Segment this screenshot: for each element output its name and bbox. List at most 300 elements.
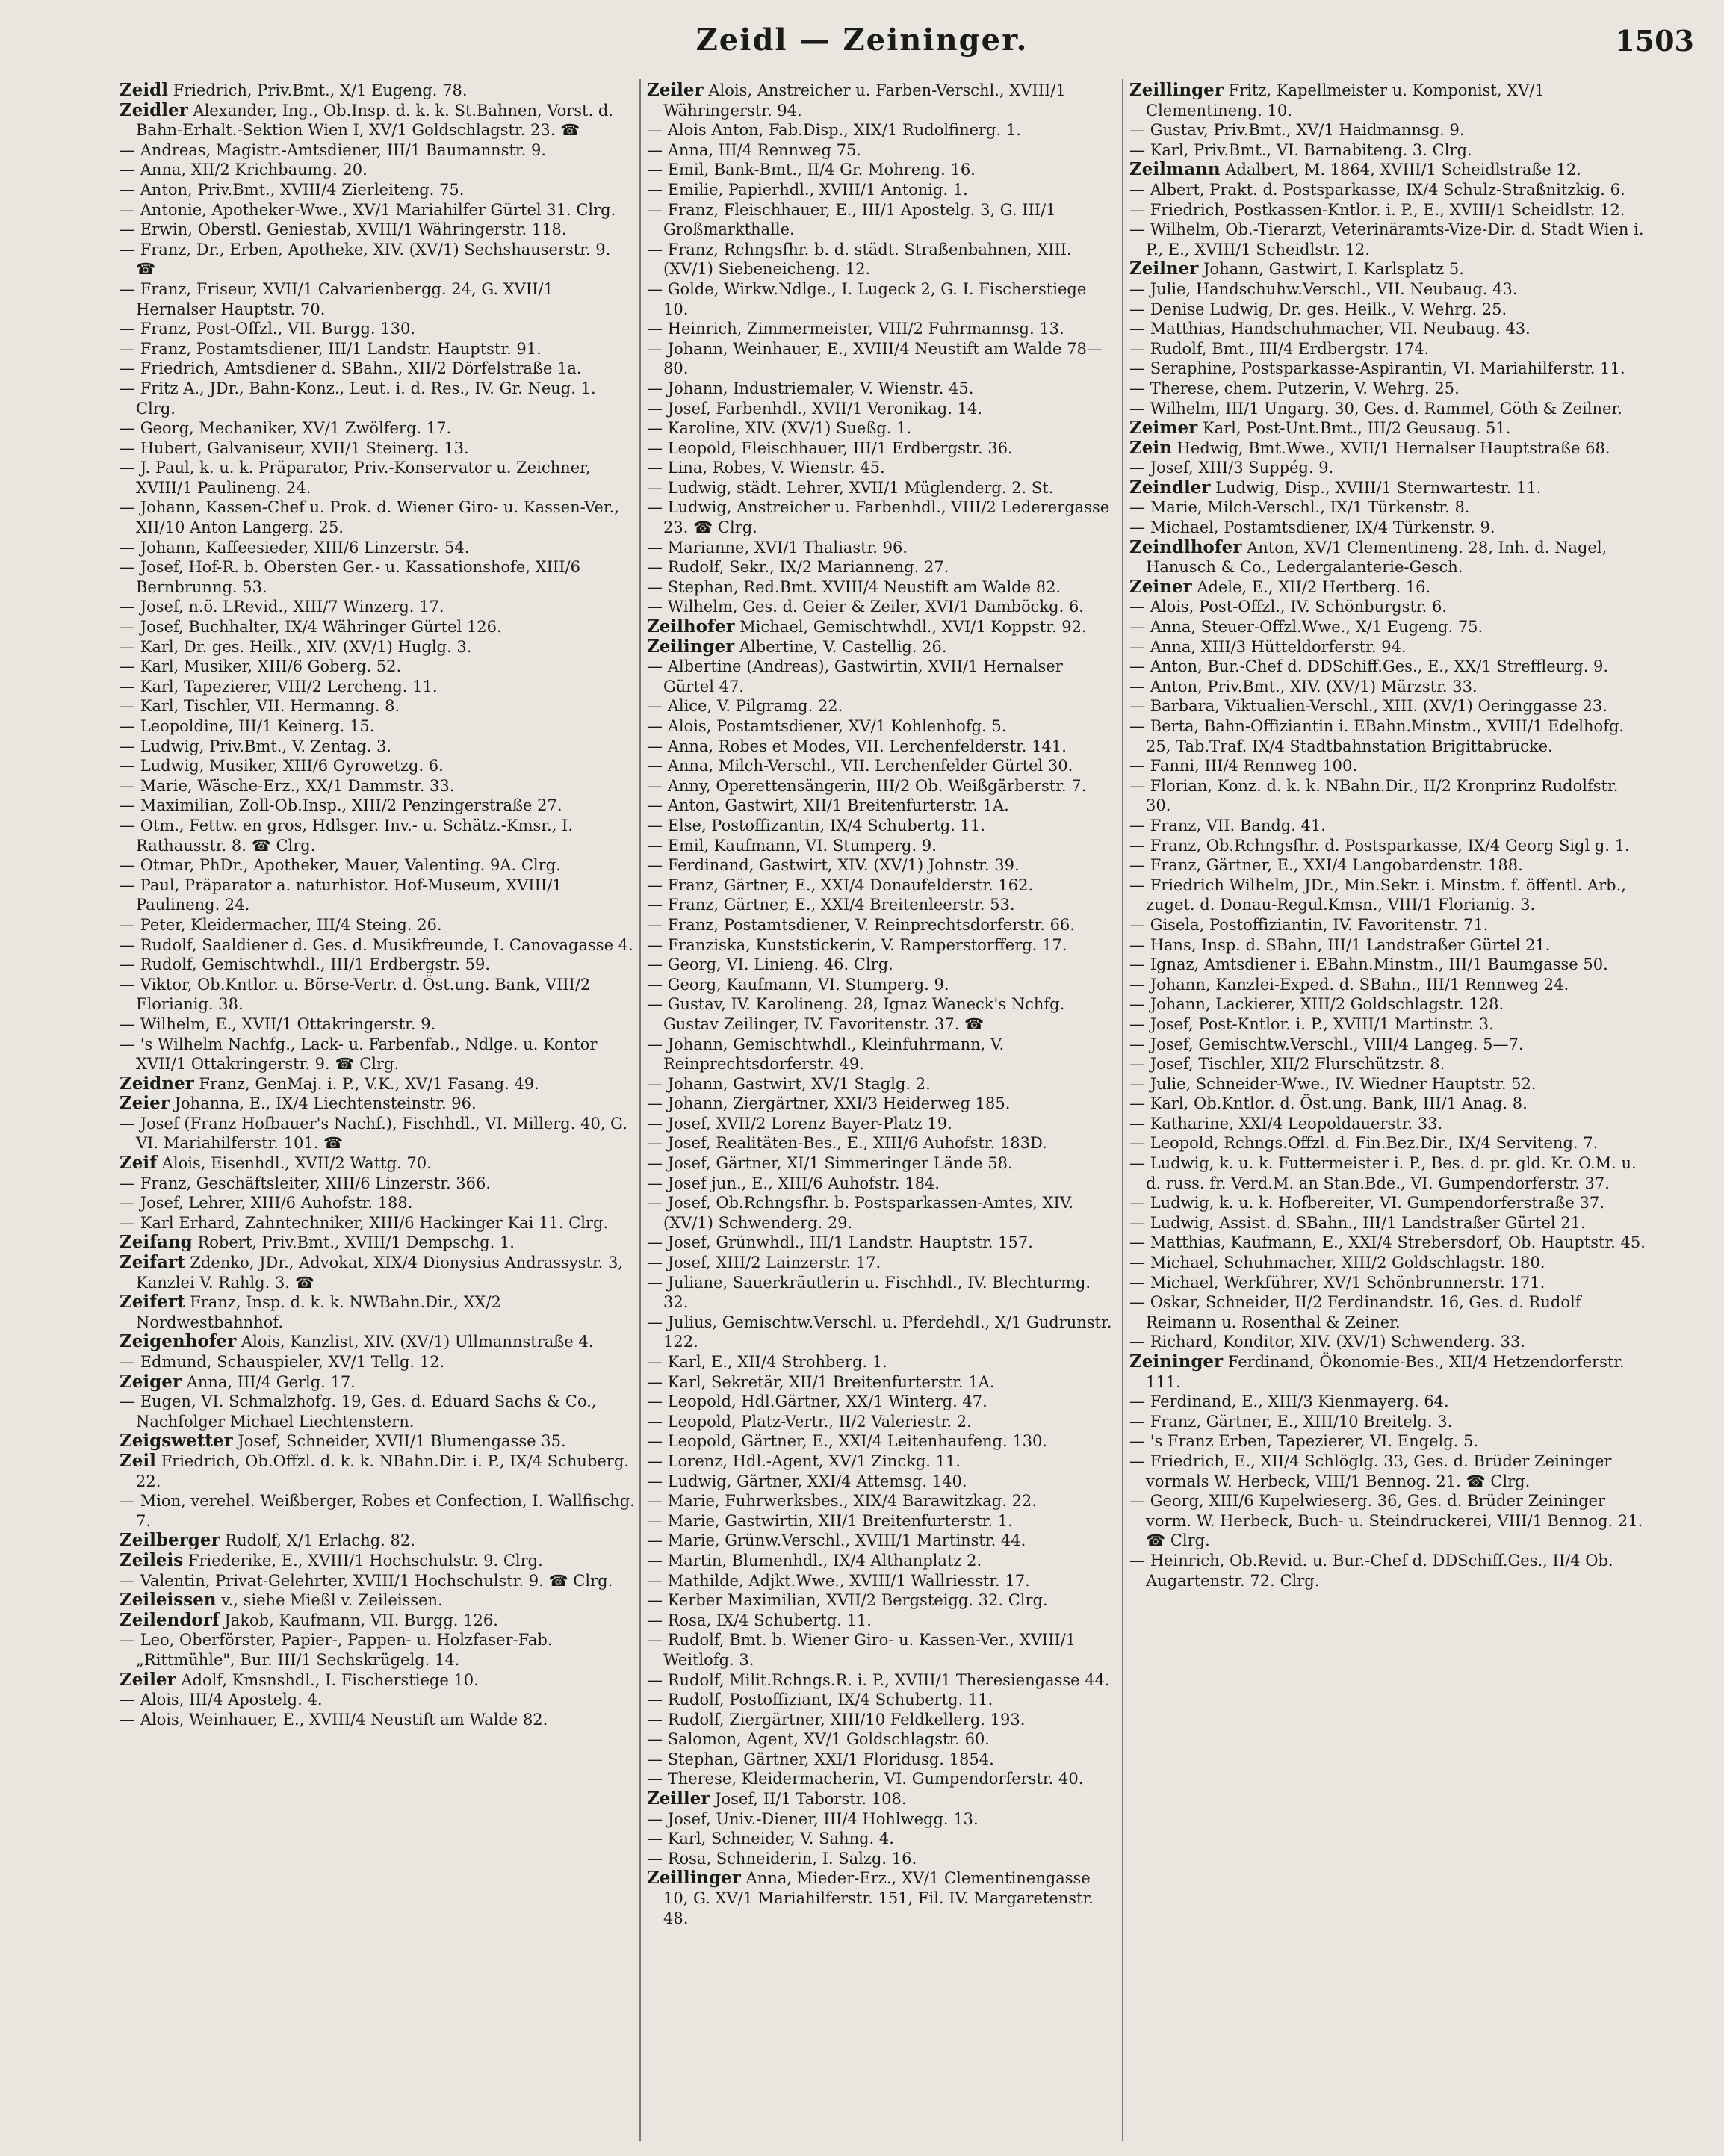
surname: Zeininger [1129, 1351, 1224, 1372]
entry-text: Ludwig, Assist. d. SBahn., III/1 Landstraßer Gürtel 21. [1150, 1213, 1586, 1232]
entry-text: Johann, Kaffeesieder, XIII/6 Linzerstr. 54. [140, 538, 470, 557]
directory-entry: — Julie, Schneider-Wwe., IV. Wiedner Hauptstr. 52. [1129, 1074, 1537, 1093]
surname: Zeillinger [647, 1868, 741, 1889]
directory-entry: — 's Franz Erben, Tapezierer, VI. Engelg. 5. [1129, 1432, 1479, 1451]
directory-entry: — Leopold, Rchngs.Offzl. d. Fin.Bez.Dir., IX/4 Serviteng. 7. [1129, 1134, 1599, 1153]
directory-entry: — Friedrich, E., XII/4 Schlöglg. 33, Ges. d. Brüder Zeininger vormals W. Herbeck, VIII/1 Bennog. 21. ☎ Clrg. [1129, 1452, 1612, 1490]
directory-entry: — Otm., Fettw. en gros, Hdlsger. Inv.- u. Schätz.-Kmsr., I. Rathausstr. 8. ☎ Clrg. [120, 816, 574, 855]
entry-text: Wilhelm, Ob.-Tierarzt, Veterinäramts-Vize-Dir. d. Stadt Wien i. P., E., XVIII/1 Scheidlstr. 12. [1146, 220, 1644, 258]
directory-entry: — Denise Ludwig, Dr. ges. Heilk., V. Wehrg. 25. [1129, 300, 1507, 318]
entry-text: Marie, Wäsche-Erz., XX/1 Dammstr. 33. [140, 776, 455, 795]
surname: Zeiler [120, 1669, 176, 1690]
entry-text: 's Wilhelm Nachfg., Lack- u. Farbenfab., Ndlge. u. Kontor XVII/1 Ottakringerstr. 9. ☎ Clrg. [136, 1035, 598, 1074]
directory-entry: — Johann, Kanzlei-Exped. d. SBahn., III/1 Rennweg 24. [1129, 975, 1569, 994]
column-1 [120, 81, 635, 1729]
entry-text: Albertine (Andreas), Gastwirtin, XVII/1 Hernalser Gürtel 47. [663, 657, 1063, 696]
directory-entry: — Rudolf, Bmt., III/4 Erdbergstr. 174. [1129, 339, 1430, 358]
entry-text: Josef jun., E., XIII/6 Auhofstr. 184. [667, 1174, 940, 1192]
directory-entry-surname [1129, 577, 1646, 598]
directory-entry: — Salomon, Agent, XV/1 Goldschlagstr. 60. [647, 1730, 990, 1749]
directory-entry-surname [120, 1590, 635, 1611]
directory-entry: — Marie, Gastwirtin, XII/1 Breitenfurterstr. 1. [647, 1511, 1013, 1530]
entry-text: 's Franz Erben, Tapezierer, VI. Engelg. 5. [1150, 1432, 1479, 1451]
surname: Zeifert [120, 1292, 185, 1313]
entry-text: Valentin, Privat-Gelehrter, XVIII/1 Hochschulstr. 9. ☎ Clrg. [140, 1571, 613, 1590]
entry-text: Rudolf, X/1 Erlachg. 82. [225, 1531, 415, 1550]
directory-entry: — Johann, Gastwirt, XV/1 Staglg. 2. [647, 1074, 931, 1093]
entry-text: Franziska, Kunststickerin, V. Ramperstorfferg. 17. [667, 935, 1067, 954]
entry-text: Lorenz, Hdl.-Agent, XV/1 Zinckg. 11. [667, 1452, 961, 1470]
entry-text: Anton, Priv.Bmt., XVIII/4 Zierleiteng. 75. [140, 180, 465, 199]
entry-text: Josef, Farbenhdl., XVII/1 Veronikag. 14. [667, 399, 982, 418]
directory-entry: — Johann, Ziergärtner, XXI/3 Heiderweg 185. [647, 1094, 1011, 1113]
entry-text: v., siehe Mießl v. Zeileissen. [221, 1591, 443, 1610]
entry-text: Josef, Tischler, XII/2 Flurschützstr. 8. [1150, 1055, 1445, 1074]
entry-text: Rudolf, Ziergärtner, XIII/10 Feldkellerg. 193. [667, 1710, 1026, 1729]
entry-text: Johann, Ziergärtner, XXI/3 Heiderweg 185. [667, 1094, 1011, 1113]
directory-entry-surname [647, 1789, 1116, 1809]
directory-entry: — Ferdinand, E., XIII/3 Kienmayerg. 64. [1129, 1393, 1449, 1411]
directory-entry: — Georg, Kaufmann, VI. Stumperg. 9. [647, 975, 949, 994]
directory-entry: — Ludwig, Assist. d. SBahn., III/1 Landstraßer Gürtel 21. [1129, 1213, 1586, 1232]
directory-entry-surname [120, 1074, 635, 1094]
entry-text: Josef, Buchhalter, IX/4 Währinger Gürtel 126. [140, 618, 502, 636]
directory-entry: — Anna, XIII/3 Hütteldorferstr. 94. [1129, 637, 1407, 656]
entry-text: Seraphine, Postsparkasse-Aspirantin, VI. Mariahilferstr. 11. [1150, 359, 1625, 378]
surname: Zeidl [120, 80, 168, 100]
entry-text: Alois, Eisenhdl., XVII/2 Wattg. 70. [161, 1154, 432, 1173]
directory-entry: — Alice, V. Pilgramg. 22. [647, 697, 843, 716]
surname: Zeier [120, 1093, 170, 1114]
entry-text: Johanna, E., IX/4 Liechtensteinstr. 96. [174, 1094, 477, 1113]
directory-entry: — Otmar, PhDr., Apotheker, Mauer, Valenting. 9A. Clrg. [120, 856, 561, 875]
directory-entry: — Josef, XVII/2 Lorenz Bayer-Platz 19. [647, 1114, 952, 1133]
entry-text: Georg, VI. Linieng. 46. Clrg. [667, 955, 893, 974]
directory-entry: — Alois, III/4 Apostelg. 4. [120, 1691, 323, 1709]
directory-entry: — Stephan, Gärtner, XXI/1 Floridusg. 1854. [647, 1750, 994, 1768]
directory-entry: — Julie, Handschuhw.Verschl., VII. Neubaug. 43. [1129, 279, 1518, 298]
directory-entry-surname [120, 1292, 635, 1332]
surname: Zeindlhofer [1129, 536, 1242, 557]
surname: Zeigswetter [120, 1431, 233, 1452]
entry-text: Emil, Bank-Bmt., II/4 Gr. Mohreng. 16. [667, 161, 976, 179]
directory-entry: — Leopold, Fleischhauer, III/1 Erdbergstr. 36. [647, 439, 1013, 457]
entry-text: Fritz, Kapellmeister u. Komponist, XV/1 Clementineng. 10. [1146, 81, 1545, 120]
entry-text: Adolf, Kmsnshdl., I. Fischerstiege 10. [181, 1670, 479, 1689]
entry-text: Johann, Weinhauer, E., XVIII/4 Neustift am Walde 78—80. [663, 339, 1103, 378]
directory-entry: — Rudolf, Sekr., IX/2 Marianneng. 27. [647, 558, 949, 577]
entry-text: Michael, Schuhmacher, XIII/2 Goldschlagstr. 180. [1150, 1254, 1545, 1272]
directory-entry: — Antonie, Apotheker-Wwe., XV/1 Mariahilfer Gürtel 31. Clrg. [120, 200, 616, 219]
directory-entry: — Viktor, Ob.Kntlor. u. Börse-Vertr. d. Öst.ung. Bank, VIII/2 Florianig. 38. [120, 975, 591, 1014]
entry-text: Zdenko, JDr., Advokat, XIX/4 Dionysius Andrassystr. 3, Kanzlei V. Rahlg. 3. ☎ [136, 1254, 624, 1292]
directory-entry: — Matthias, Kaufmann, E., XXI/4 Strebersdorf, Ob. Hauptstr. 45. [1129, 1233, 1646, 1252]
surname: Zeilner [1129, 258, 1199, 279]
entry-text: Ludwig, Musiker, XIII/6 Gyrowetzg. 6. [140, 757, 444, 775]
entry-text: Anna, Robes et Modes, VII. Lerchenfelderstr. 141. [667, 737, 1067, 755]
directory-entry: — Rudolf, Bmt. b. Wiener Giro- u. Kassen-Ver., XVIII/1 Weitlofg. 3. [647, 1631, 1076, 1669]
directory-entry: — 's Wilhelm Nachfg., Lack- u. Farbenfab., Ndlge. u. Kontor XVII/1 Ottakringerstr. 9. ☎ Clrg. [120, 1035, 598, 1074]
directory-entry: — Rudolf, Ziergärtner, XIII/10 Feldkellerg. 193. [647, 1710, 1026, 1729]
entry-text: Rosa, Schneiderin, I. Salzg. 16. [667, 1849, 917, 1868]
directory-entry: — Karl, Dr. ges. Heilk., XIV. (XV/1) Huglg. 3. [120, 637, 472, 656]
entry-text: Antonie, Apotheker-Wwe., XV/1 Mariahilfer Gürtel 31. Clrg. [140, 200, 616, 219]
entry-text: Karl, Post-Unt.Bmt., III/2 Geusaug. 51. [1202, 419, 1511, 438]
entry-text: Anna, Steuer-Offzl.Wwe., X/1 Eugeng. 75. [1150, 618, 1483, 636]
entry-text: Otm., Fettw. en gros, Hdlsger. Inv.- u. Schätz.-Kmsr., I. Rathausstr. 8. ☎ Clrg. [136, 816, 574, 855]
directory-entry-surname [1129, 81, 1646, 120]
directory-entry: — Maximilian, Zoll-Ob.Insp., XIII/2 Penzingerstraße 27. [120, 796, 562, 815]
directory-entry: — Albert, Prakt. d. Postsparkasse, IX/4 Schulz-Straßnitzkig. 6. [1129, 180, 1625, 199]
directory-entry: — Erwin, Oberstl. Geniestab, XVIII/1 Währingerstr. 118. [120, 220, 567, 239]
entry-text: Ignaz, Amtsdiener i. EBahn.Minstm., III/1 Baumgasse 50. [1150, 955, 1608, 974]
entry-text: Franz, Fleischhauer, E., III/1 Apostelg. 3, G. III/1 Großmarkthalle. [663, 200, 1056, 239]
entry-text: Josef (Franz Hofbauer's Nachf.), Fischhdl., VI. Millerg. 40, G. VI. Mariahilferstr. 101. ☎ [136, 1114, 627, 1153]
directory-entry: — Leopold, Hdl.Gärtner, XX/1 Winterg. 47. [647, 1393, 987, 1411]
surname: Zeileissen [120, 1590, 217, 1611]
entry-text: Albertine, V. Castellig. 26. [739, 637, 947, 656]
page-number: 1503 [1615, 24, 1694, 58]
entry-text: Karl, Musiker, XIII/6 Goberg. 52. [140, 657, 402, 676]
directory-entry: — Else, Postoffizantin, IX/4 Schubertg. 11. [647, 816, 985, 834]
entry-text: Karl, Priv.Bmt., VI. Barnabiteng. 3. Clrg. [1150, 140, 1472, 159]
entry-text: Anna, XIII/3 Hütteldorferstr. 94. [1150, 637, 1407, 656]
directory-entry: — Julius, Gemischtw.Verschl. u. Pferdehdl., X/1 Gudrunstr. 122. [647, 1313, 1112, 1351]
surname: Zeil [120, 1450, 156, 1471]
directory-entry: — J. Paul, k. u. k. Präparator, Priv.-Konservator u. Zeichner, XVIII/1 Paulineng. 24. [120, 459, 591, 497]
entry-text: Florian, Konz. d. k. k. NBahn.Dir., II/2 Kronprinz Rudolfstr. 30. [1146, 776, 1619, 815]
directory-entry: — Alois, Postamtsdiener, XV/1 Kohlenhofg. 5. [647, 717, 1007, 735]
directory-entry: — Golde, Wirkw.Ndlge., I. Lugeck 2, G. I. Fischerstiege 10. [647, 279, 1087, 318]
directory-entry: — Anton, Bur.-Chef d. DDSchiff.Ges., E., XX/1 Streffleurg. 9. [1129, 657, 1609, 676]
directory-entry-surname [647, 637, 1116, 657]
directory-entry: — Josef jun., E., XIII/6 Auhofstr. 184. [647, 1174, 940, 1192]
directory-entry: — Johann, Kassen-Chef u. Prok. d. Wiener Giro- u. Kassen-Ver., XII/10 Anton Langerg. 25. [120, 498, 619, 537]
directory-entry: — Alois, Weinhauer, E., XVIII/4 Neustift am Walde 82. [120, 1710, 548, 1729]
entry-text: Alois, Kanzlist, XIV. (XV/1) Ullmannstraße 4. [241, 1333, 594, 1351]
entry-text: Franz, Postamtsdiener, III/1 Landstr. Hauptstr. 91. [140, 339, 542, 358]
entry-text: Anna, III/4 Gerlg. 17. [186, 1372, 356, 1391]
directory-entry: — Fritz A., JDr., Bahn-Konz., Leut. i. d. Res., IV. Gr. Neug. 1. Clrg. [120, 379, 596, 418]
directory-entry: — Josef, Farbenhdl., XVII/1 Veronikag. 14. [647, 399, 982, 418]
surname: Zeilhofer [647, 616, 735, 637]
entry-text: Ludwig, Disp., XVIII/1 Sternwartestr. 11. [1215, 478, 1542, 497]
entry-text: Leopold, Rchngs.Offzl. d. Fin.Bez.Dir., IX/4 Serviteng. 7. [1150, 1134, 1599, 1153]
entry-text: Karl, Tischler, VII. Hermanng. 8. [140, 697, 400, 716]
entry-text: Franz, Gärtner, E., XXI/4 Breitenleerstr. 53. [667, 896, 1015, 914]
entry-text: Franz, Ob.Rchngsfhr. d. Postsparkasse, IX/4 Georg Sigl g. 1. [1150, 836, 1630, 855]
directory-entry: — Anton, Priv.Bmt., XVIII/4 Zierleiteng. 75. [120, 180, 465, 199]
directory-entry-surname [1129, 439, 1646, 459]
directory-entry-surname [120, 81, 635, 101]
entry-text: Friedrich, Amtsdiener d. SBahn., XII/2 Dörfelstraße 1a. [140, 359, 582, 378]
directory-entry: — Leopoldine, III/1 Keinerg. 15. [120, 717, 375, 735]
entry-text: Hubert, Galvaniseur, XVII/1 Steinerg. 13. [140, 439, 469, 457]
directory-entry: — Franz, VII. Bandg. 41. [1129, 816, 1326, 834]
directory-entry: — Alois, Post-Offzl., IV. Schönburgstr. 6. [1129, 598, 1447, 616]
directory-entry: — Kerber Maximilian, XVII/2 Bergsteigg. 32. Clrg. [647, 1591, 1048, 1610]
entry-text: Alois, Weinhauer, E., XVIII/4 Neustift am Walde 82. [140, 1710, 548, 1729]
directory-entry: — Michael, Postamtsdiener, IX/4 Türkenstr. 9. [1129, 518, 1495, 537]
directory-entry: — Anna, Robes et Modes, VII. Lerchenfelderstr. 141. [647, 737, 1067, 755]
entry-text: Salomon, Agent, XV/1 Goldschlagstr. 60. [667, 1730, 990, 1749]
entry-text: Michael, Werkführer, XV/1 Schönbrunnerstr. 171. [1150, 1273, 1545, 1292]
entry-text: Anton, Priv.Bmt., XIV. (XV/1) Märzstr. 33. [1150, 677, 1478, 696]
directory-entry: — Karl, Schneider, V. Sahng. 4. [647, 1830, 894, 1848]
entry-text: Josef, Realitäten-Bes., E., XIII/6 Auhofstr. 183D. [667, 1134, 1047, 1153]
entry-text: Karl Erhard, Zahntechniker, XIII/6 Hackinger Kai 11. Clrg. [140, 1213, 609, 1232]
entry-text: Julie, Schneider-Wwe., IV. Wiedner Hauptstr. 52. [1150, 1074, 1537, 1093]
entry-text: Franz, VII. Bandg. 41. [1150, 816, 1326, 834]
directory-entry: — Marie, Fuhrwerksbes., XIX/4 Barawitzkag. 22. [647, 1492, 1037, 1511]
entry-text: Alexander, Ing., Ob.Insp. d. k. k. St.Bahnen, Vorst. d. Bahn-Erhalt.-Sektion Wien I, XV/1 Goldschlagstr. 23. ☎ [136, 101, 613, 140]
directory-entry: — Franz, Geschäftsleiter, XIII/6 Linzerstr. 366. [120, 1174, 492, 1192]
directory-entry: — Franz, Postamtsdiener, V. Reinprechtsdorferstr. 66. [647, 915, 1075, 934]
entry-text: Josef, XVII/2 Lorenz Bayer-Platz 19. [667, 1114, 952, 1133]
entry-text: Johann, Gastwirt, XV/1 Staglg. 2. [667, 1074, 931, 1093]
directory-entry: — Franz, Fleischhauer, E., III/1 Apostelg. 3, G. III/1 Großmarkthalle. [647, 200, 1056, 239]
entry-text: Adalbert, M. 1864, XVIII/1 Scheidlstraße 12. [1225, 161, 1581, 179]
directory-entry: — Franz, Gärtner, E., XXI/4 Langobardenstr. 188. [1129, 856, 1523, 875]
surname: Zeidler [120, 99, 188, 120]
entry-text: Michael, Gemischtwhdl., XVI/1 Koppstr. 92. [739, 618, 1087, 636]
entry-text: Marie, Grünw.Verschl., XVIII/1 Martinstr. 44. [667, 1531, 1026, 1550]
directory-entry: — Josef, Realitäten-Bes., E., XIII/6 Auhofstr. 183D. [647, 1134, 1047, 1153]
entry-text: Gustav, IV. Karolineng. 28, Ignaz Waneck's Nchfg. Gustav Zeilinger, IV. Favoritenstr. 37. ☎ [663, 995, 1065, 1033]
directory-entry: — Emil, Bank-Bmt., II/4 Gr. Mohreng. 16. [647, 161, 976, 179]
directory-entry: — Emil, Kaufmann, VI. Stumperg. 9. [647, 836, 937, 855]
column-3 [1129, 81, 1646, 1590]
directory-entry: — Karl, Priv.Bmt., VI. Barnabiteng. 3. Clrg. [1129, 140, 1472, 159]
entry-text: Marie, Milch-Verschl., IX/1 Türkenstr. 8. [1150, 498, 1470, 517]
entry-text: Josef, II/1 Taborstr. 108. [715, 1790, 907, 1809]
directory-entry-surname [120, 1551, 635, 1571]
directory-entry: — Ludwig, städt. Lehrer, XVII/1 Müglenderg. 2. St. [647, 478, 1054, 497]
directory-entry: — Stephan, Red.Bmt. XVIII/4 Neustift am Walde 82. [647, 577, 1061, 596]
directory-entry: — Martin, Blumenhdl., IX/4 Althanplatz 2. [647, 1551, 982, 1570]
entry-text: Anton, XV/1 Clementineng. 28, Inh. d. Nagel, Hanusch & Co., Ledergalanterie-Gesch. [1146, 538, 1607, 577]
entry-text: Josef, Gärtner, XI/1 Simmeringer Lände 58. [667, 1154, 1013, 1173]
entry-text: Ludwig, Gärtner, XXI/4 Attemsg. 140. [667, 1472, 967, 1490]
directory-entry: — Rosa, Schneiderin, I. Salzg. 16. [647, 1849, 917, 1868]
entry-text: Josef, Gemischtw.Verschl., VIII/4 Langeg. 5—7. [1150, 1035, 1524, 1053]
directory-entry: — Karl, Tapezierer, VIII/2 Lercheng. 11. [120, 677, 438, 696]
entry-text: Rudolf, Bmt., III/4 Erdbergstr. 174. [1150, 339, 1430, 358]
entry-text: Therese, chem. Putzerin, V. Wehrg. 25. [1150, 379, 1460, 397]
directory-entry: — Gustav, Priv.Bmt., XV/1 Haidmannsg. 9. [1129, 121, 1465, 140]
page-header [0, 16, 1724, 61]
entry-text: Friedrich, Ob.Offzl. d. k. k. NBahn.Dir. i. P., IX/4 Schuberg. 22. [136, 1452, 629, 1490]
directory-entry: — Barbara, Viktualien-Verschl., XIII. (XV/1) Oeringgasse 23. [1129, 697, 1607, 716]
entry-text: Johann, Gastwirt, I. Karlsplatz 5. [1203, 260, 1464, 279]
directory-entry: — Ludwig, Gärtner, XXI/4 Attemsg. 140. [647, 1472, 967, 1490]
directory-entry: — Josef, Buchhalter, IX/4 Währinger Gürtel 126. [120, 618, 502, 636]
entry-text: Johann, Kanzlei-Exped. d. SBahn., III/1 Rennweg 24. [1150, 975, 1569, 994]
directory-entry: — Johann, Industriemaler, V. Wienstr. 45. [647, 379, 974, 397]
entry-text: Franz, Insp. d. k. k. NWBahn.Dir., XX/2 Nordwestbahnhof. [136, 1293, 501, 1331]
directory-entry: — Anna, Steuer-Offzl.Wwe., X/1 Eugeng. 75. [1129, 618, 1483, 636]
entry-text: Ferdinand, Ökonomie-Bes., XII/4 Hetzendorferstr. 111. [1146, 1353, 1625, 1391]
directory-entry: — Mion, verehel. Weißberger, Robes et Confection, I. Wallfischg. 7. [120, 1492, 635, 1530]
entry-text: Friedrich, E., XII/4 Schlöglg. 33, Ges. d. Brüder Zeininger vormals W. Herbeck, VIII/1 Bennog. 21. ☎ Clrg. [1146, 1452, 1612, 1490]
entry-text: Albert, Prakt. d. Postsparkasse, IX/4 Schulz-Straßnitzkig. 6. [1150, 180, 1625, 199]
directory-entry: — Anton, Priv.Bmt., XIV. (XV/1) Märzstr. 33. [1129, 677, 1478, 696]
directory-entry-surname [1129, 418, 1646, 439]
entry-text: Alois, Post-Offzl., IV. Schönburgstr. 6. [1150, 598, 1447, 616]
entry-text: Mathilde, Adjkt.Wwe., XVIII/1 Wallriesstr. 17. [667, 1571, 1030, 1590]
directory-entry: — Wilhelm, III/1 Ungarg. 30, Ges. d. Rammel, Göth & Zeilner. [1129, 399, 1622, 418]
entry-text: Franz, GenMaj. i. P., V.K., XV/1 Fasang. 49. [199, 1074, 539, 1093]
surname: Zeigenhofer [120, 1331, 237, 1352]
directory-entry-surname [120, 1332, 635, 1352]
directory-entry: — Josef, Gärtner, XI/1 Simmeringer Lände 58. [647, 1154, 1013, 1173]
entry-text: Heinrich, Ob.Revid. u. Bur.-Chef d. DDSchiff.Ges., II/4 Ob. Augartenstr. 72. Clrg. [1146, 1551, 1613, 1590]
entry-text: Josef, Schneider, XVII/1 Blumengasse 35. [238, 1432, 566, 1451]
entry-text: Adele, E., XII/2 Hertberg. 16. [1197, 577, 1431, 596]
entry-text: Rudolf, Milit.Rchngs.R. i. P., XVIII/1 Theresiengasse 44. [667, 1670, 1110, 1689]
entry-text: Fanni, III/4 Rennweg 100. [1150, 757, 1358, 775]
directory-entry: — Marie, Wäsche-Erz., XX/1 Dammstr. 33. [120, 776, 455, 795]
entry-text: Karl, Sekretär, XII/1 Breitenfurterstr. 1A. [667, 1372, 995, 1391]
entry-text: Josef, n.ö. LRevid., XIII/7 Winzerg. 17. [140, 598, 444, 616]
entry-text: Franz, Gärtner, E., XIII/10 Breitelg. 3. [1150, 1412, 1453, 1431]
entry-text: Karl, Tapezierer, VIII/2 Lercheng. 11. [140, 677, 438, 696]
entry-text: Viktor, Ob.Kntlor. u. Börse-Vertr. d. Öst.ung. Bank, VIII/2 Florianig. 38. [136, 975, 591, 1014]
directory-entry: — Johann, Gemischtwhdl., Kleinfuhrmann, V. Reinprechtsdorferstr. 49. [647, 1035, 1005, 1074]
directory-entry-surname [1129, 160, 1646, 180]
surname: Zeilberger [120, 1530, 220, 1551]
surname: Zeilmann [1129, 159, 1221, 180]
entry-text: Alois, Postamtsdiener, XV/1 Kohlenhofg. 5. [667, 717, 1007, 735]
directory-entry-surname [1129, 478, 1646, 498]
entry-text: Leopold, Gärtner, E., XXI/4 Leitenhaufeng. 130. [667, 1432, 1048, 1451]
directory-entry: — Karl, Ob.Kntlor. d. Öst.ung. Bank, III/1 Anag. 8. [1129, 1094, 1528, 1113]
surname: Zeiler [647, 80, 704, 100]
directory-entry: — Lorenz, Hdl.-Agent, XV/1 Zinckg. 11. [647, 1452, 961, 1470]
entry-text: Josef, Lehrer, XIII/6 Auhofstr. 188. [140, 1194, 413, 1212]
entry-text: Josef, XIII/2 Lainzerstr. 17. [667, 1254, 881, 1272]
entry-text: Friedrich, Postkassen-Kntlor. i. P., E., XVIII/1 Scheidlstr. 12. [1150, 200, 1625, 219]
entry-text: Johann, Gemischtwhdl., Kleinfuhrmann, V. Reinprechtsdorferstr. 49. [663, 1035, 1005, 1074]
directory-entry: — Josef, XIII/2 Lainzerstr. 17. [647, 1254, 881, 1272]
entry-text: Barbara, Viktualien-Verschl., XIII. (XV/1) Oeringgasse 23. [1150, 697, 1607, 716]
entry-text: Eugen, VI. Schmalzhofg. 19, Ges. d. Eduard Sachs & Co., Nachfolger Michael Liechtenstern. [136, 1393, 597, 1431]
surname: Zeilinger [647, 636, 735, 657]
directory-entry: — Josef, XIII/3 Suppég. 9. [1129, 459, 1334, 477]
directory-entry: — Josef, Lehrer, XIII/6 Auhofstr. 188. [120, 1194, 413, 1212]
entry-text: Hedwig, Bmt.Wwe., XVII/1 Hernalser Hauptstraße 68. [1176, 439, 1610, 457]
directory-entry: — Friedrich Wilhelm, JDr., Min.Sekr. i. Minstm. f. öffentl. Arb., zuget. d. Donau-Regul.Kmsn., VIII/1 Florianig. 3. [1129, 876, 1626, 914]
directory-entry: — Lina, Robes, V. Wienstr. 45. [647, 459, 885, 477]
directory-entry: — Ferdinand, Gastwirt, XIV. (XV/1) Johnstr. 39. [647, 856, 1020, 875]
entry-text: Ludwig, städt. Lehrer, XVII/1 Müglenderg. 2. St. [667, 478, 1054, 497]
directory-entry: — Franz, Gärtner, E., XXI/4 Breitenleerstr. 53. [647, 896, 1015, 914]
directory-entry-surname [120, 1531, 635, 1551]
entry-text: Kerber Maximilian, XVII/2 Bergsteigg. 32. Clrg. [667, 1591, 1048, 1610]
directory-entry: — Franz, Rchngsfhr. b. d. städt. Straßenbahnen, XIII. (XV/1) Siebeneicheng. 12. [647, 240, 1072, 279]
entry-text: Martin, Blumenhdl., IX/4 Althanplatz 2. [667, 1551, 982, 1570]
entry-text: Rosa, IX/4 Schubertg. 11. [667, 1611, 872, 1629]
entry-text: Karoline, XIV. (XV/1) Sueßg. 1. [667, 419, 912, 438]
directory-entry: — Albertine (Andreas), Gastwirtin, XVII/1 Hernalser Gürtel 47. [647, 657, 1063, 696]
entry-text: Richard, Konditor, XIV. (XV/1) Schwenderg. 33. [1150, 1333, 1525, 1351]
entry-text: Franz, Dr., Erben, Apotheke, XIV. (XV/1) Sechshauserstr. 9. ☎ [136, 240, 611, 279]
directory-entry: — Rudolf, Saaldiener d. Ges. d. Musikfreunde, I. Canovagasse 4. [120, 935, 633, 954]
entry-text: Denise Ludwig, Dr. ges. Heilk., V. Wehrg. 25. [1150, 300, 1507, 318]
directory-entry: — Matthias, Handschuhmacher, VII. Neubaug. 43. [1129, 320, 1531, 338]
directory-entry-surname [120, 1611, 635, 1631]
entry-text: Anton, Bur.-Chef d. DDSchiff.Ges., E., XX/1 Streffleurg. 9. [1150, 657, 1609, 676]
directory-entry-surname [120, 1253, 635, 1292]
directory-entry: — Katharine, XXI/4 Leopoldauerstr. 33. [1129, 1114, 1443, 1133]
directory-entry: — Gustav, IV. Karolineng. 28, Ignaz Waneck's Nchfg. Gustav Zeilinger, IV. Favoritenstr. 37. ☎ [647, 995, 1065, 1033]
directory-entry: — Josef, Tischler, XII/2 Flurschützstr. 8. [1129, 1055, 1445, 1074]
entry-text: Karl, Dr. ges. Heilk., XIV. (XV/1) Huglg. 3. [140, 637, 472, 656]
directory-entry: — Karl, Tischler, VII. Hermanng. 8. [120, 697, 400, 716]
directory-entry: — Michael, Schuhmacher, XIII/2 Goldschlagstr. 180. [1129, 1254, 1545, 1272]
directory-entry: — Franziska, Kunststickerin, V. Ramperstorfferg. 17. [647, 935, 1067, 954]
directory-entry-surname [120, 1153, 635, 1174]
entry-text: Anna, Mieder-Erz., XV/1 Clementinengasse 10, G. XV/1 Mariahilferstr. 151, Fil. IV. Margaretenstr. 48. [663, 1869, 1094, 1927]
directory-entry: — Friedrich, Amtsdiener d. SBahn., XII/2 Dörfelstraße 1a. [120, 359, 582, 378]
surname: Zeidner [120, 1073, 194, 1094]
directory-entry: — Josef, Hof-R. b. Obersten Ger.- u. Kassationshofe, XIII/6 Bernbrunng. 53. [120, 558, 580, 596]
directory-entry: — Valentin, Privat-Gelehrter, XVIII/1 Hochschulstr. 9. ☎ Clrg. [120, 1571, 613, 1590]
entry-text: Ferdinand, Gastwirt, XIV. (XV/1) Johnstr. 39. [667, 856, 1020, 875]
directory-entry: — Georg, VI. Linieng. 46. Clrg. [647, 955, 893, 974]
directory-entry: — Johann, Kaffeesieder, XIII/6 Linzerstr. 54. [120, 538, 470, 557]
entry-text: Georg, XIII/6 Kupelwieserg. 36, Ges. d. Brüder Zeininger vorm. W. Herbeck, Buch- u. Steindruckerei, VIII/1 Bennog. 21. ☎ Clrg. [1146, 1492, 1643, 1550]
entry-text: Rudolf, Bmt. b. Wiener Giro- u. Kassen-Ver., XVIII/1 Weitlofg. 3. [663, 1631, 1076, 1669]
column-2 [647, 81, 1116, 1928]
directory-entry: — Marie, Grünw.Verschl., XVIII/1 Martinstr. 44. [647, 1531, 1026, 1550]
directory-entry: — Franz, Dr., Erben, Apotheke, XIV. (XV/1) Sechshauserstr. 9. ☎ [120, 240, 611, 279]
entry-text: Rudolf, Sekr., IX/2 Marianneng. 27. [667, 558, 949, 577]
entry-text: Juliane, Sauerkräutlerin u. Fischhdl., IV. Blechturmg. 32. [663, 1273, 1091, 1312]
directory-entry: — Paul, Präparator a. naturhistor. Hof-Museum, XVIII/1 Paulineng. 24. [120, 876, 562, 914]
entry-text: Josef, Univ.-Diener, III/4 Hohlwegg. 13. [667, 1809, 979, 1828]
directory-entry-surname [120, 1670, 635, 1691]
directory-entry: — Wilhelm, Ob.-Tierarzt, Veterinäramts-Vize-Dir. d. Stadt Wien i. P., E., XVIII/1 Scheidlstr. 12. [1129, 220, 1644, 258]
entry-text: Paul, Präparator a. naturhistor. Hof-Museum, XVIII/1 Paulineng. 24. [136, 876, 562, 914]
entry-text: Josef, XIII/3 Suppég. 9. [1150, 459, 1334, 477]
entry-text: Karl, Schneider, V. Sahng. 4. [667, 1830, 894, 1848]
directory-entry: — Edmund, Schauspieler, XV/1 Tellg. 12. [120, 1353, 445, 1371]
entry-text: Ludwig, k. u. k. Futtermeister i. P., Bes. d. pr. gld. Kr. O.M. u. d. russ. fr. Verd.M. an Stan.Bde., VI. Gumpendorferstr. 37. [1146, 1154, 1637, 1192]
directory-entry: — Leo, Oberförster, Papier-, Pappen- u. Holzfaser-Fab. „Rittmühle", Bur. III/1 Sechskrügelg. 14. [120, 1631, 553, 1669]
directory-entry: — Eugen, VI. Schmalzhofg. 19, Ges. d. Eduard Sachs & Co., Nachfolger Michael Liechtenstern. [120, 1393, 597, 1431]
entry-text: Wilhelm, E., XVII/1 Ottakringerstr. 9. [140, 1015, 436, 1033]
directory-entry-surname [120, 1094, 635, 1114]
entry-text: Josef, Grünwhdl., III/1 Landstr. Hauptstr. 157. [667, 1233, 1033, 1252]
directory-entry: — Marie, Milch-Verschl., IX/1 Türkenstr. 8. [1129, 498, 1470, 517]
directory-entry: — Ludwig, Anstreicher u. Farbenhdl., VIII/2 Lederergasse 23. ☎ Clrg. [647, 498, 1110, 537]
directory-entry: — Georg, XIII/6 Kupelwieserg. 36, Ges. d. Brüder Zeininger vorm. W. Herbeck, Buch- u. Steindruckerei, VIII/1 Bennog. 21. ☎ Clrg. [1129, 1492, 1643, 1550]
directory-entry: — Leopold, Platz-Vertr., II/2 Valeriestr. 2. [647, 1412, 972, 1431]
entry-text: Rudolf, Gemischtwhdl., III/1 Erdbergstr. 59. [140, 955, 491, 974]
directory-entry: — Josef, Gemischtw.Verschl., VIII/4 Langeg. 5—7. [1129, 1035, 1524, 1053]
directory-entry: — Therese, Kleidermacherin, VI. Gumpendorferstr. 40. [647, 1770, 1084, 1788]
directory-entry: — Ludwig, k. u. k. Hofbereiter, VI. Gumpendorferstraße 37. [1129, 1194, 1604, 1212]
directory-entry: — Michael, Werkführer, XV/1 Schönbrunnerstr. 171. [1129, 1273, 1545, 1292]
directory-entry: — Wilhelm, Ges. d. Geier & Zeiler, XVI/1 Damböckg. 6. [647, 598, 1084, 616]
directory-entry: — Rudolf, Milit.Rchngs.R. i. P., XVIII/1 Theresiengasse 44. [647, 1670, 1110, 1689]
directory-entry: — Juliane, Sauerkräutlerin u. Fischhdl., IV. Blechturmg. 32. [647, 1273, 1091, 1312]
directory-entry: — Wilhelm, E., XVII/1 Ottakringerstr. 9. [120, 1015, 436, 1033]
directory-entry: — Ludwig, Musiker, XIII/6 Gyrowetzg. 6. [120, 757, 444, 775]
directory-entry: — Karl, Musiker, XIII/6 Goberg. 52. [120, 657, 402, 676]
directory-entry: — Florian, Konz. d. k. k. NBahn.Dir., II/2 Kronprinz Rudolfstr. 30. [1129, 776, 1619, 815]
